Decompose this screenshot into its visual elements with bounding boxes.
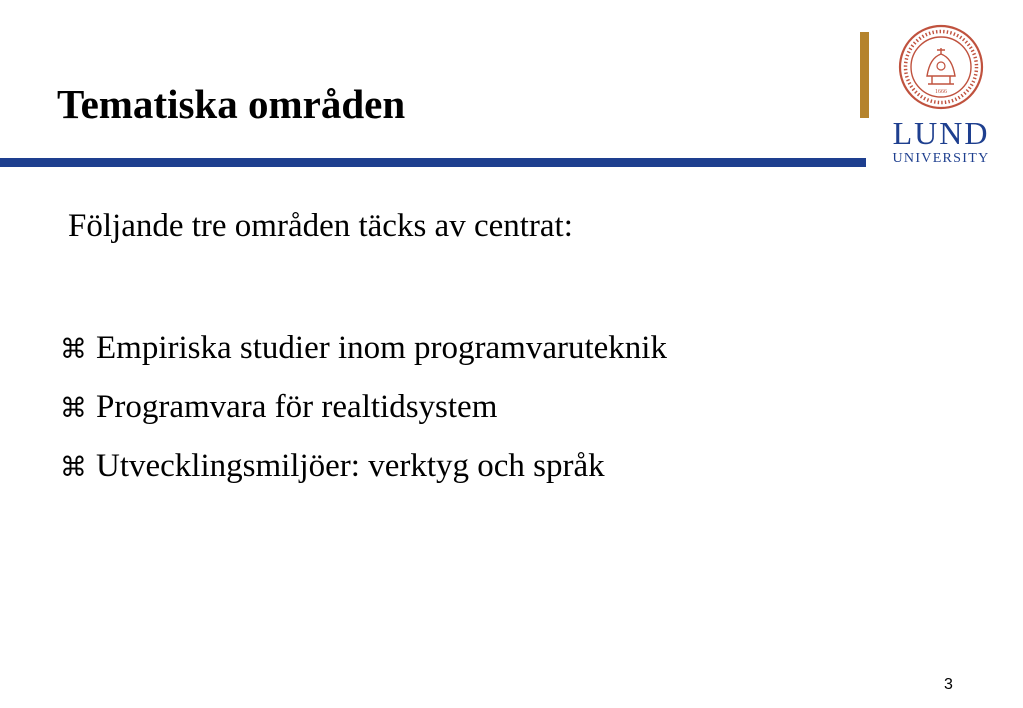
bullet-text: Programvara för realtidsystem: [96, 389, 498, 425]
command-bullet-icon: ⌘: [60, 393, 87, 424]
bullet-text: Empiriska studier inom programvaruteknik: [96, 330, 667, 366]
page-number: 3: [944, 676, 953, 693]
intro-text: Följande tre områden täcks av centrat:: [68, 208, 573, 244]
slide-title: Tematiska områden: [57, 81, 406, 127]
bullet-item: [60, 330, 667, 389]
university-seal-icon: [898, 24, 984, 110]
bullet-list: [60, 330, 667, 507]
logo-subtitle: UNIVERSITY: [892, 151, 990, 166]
title-divider: [0, 158, 866, 167]
lund-university-logo: [886, 24, 996, 174]
command-bullet-icon: ⌘: [60, 452, 87, 483]
bullet-item: [60, 448, 667, 507]
gold-accent-bar: [860, 32, 869, 118]
logo-name: LUND: [892, 115, 990, 151]
command-bullet-icon: ⌘: [60, 334, 87, 365]
seal-year: 1666: [935, 89, 947, 95]
bullet-item: [60, 389, 667, 448]
bullet-text: Utvecklingsmiljöer: verktyg och språk: [96, 448, 605, 484]
